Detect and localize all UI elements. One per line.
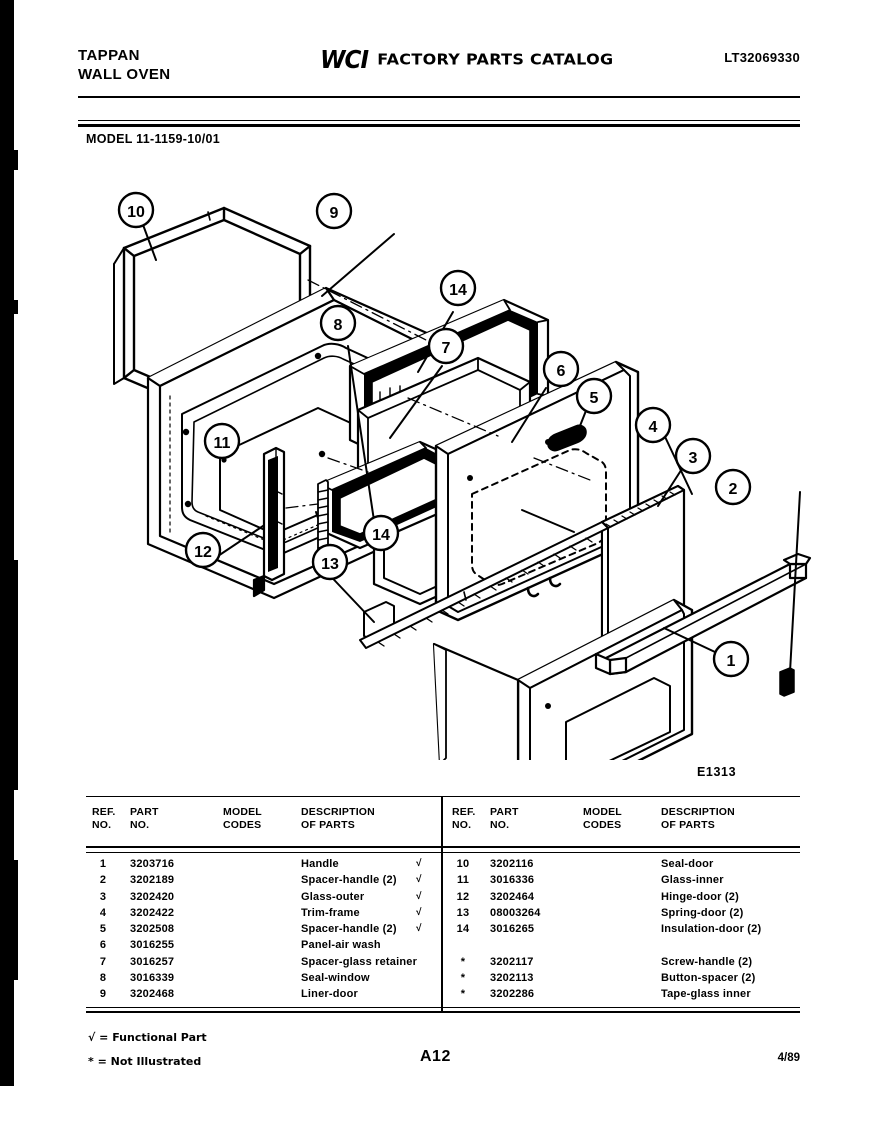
functional-part-check: √ (416, 890, 422, 902)
cell-ref: 14 (456, 923, 470, 936)
svg-text:1: 1 (726, 653, 736, 670)
cell-desc: Button-spacer (2) (661, 972, 756, 985)
cell-part: 3016255 (130, 939, 175, 952)
callout-14-upper (441, 271, 475, 305)
callout-6 (544, 352, 578, 386)
svg-text:11: 11 (213, 435, 231, 452)
catalog-number: LT32069330 (724, 50, 800, 65)
svg-text:5: 5 (589, 390, 599, 407)
table-row (446, 907, 801, 923)
callout-11 (205, 424, 239, 458)
table-legend (88, 1026, 207, 1074)
callout-7 (429, 329, 463, 363)
cell-desc: Spacer-glass retainer (301, 955, 418, 968)
svg-text:6: 6 (556, 363, 566, 380)
table-row (86, 939, 441, 955)
cell-ref: 5 (99, 923, 107, 936)
table-rule-header-thin (86, 852, 800, 853)
svg-text:3: 3 (688, 450, 698, 467)
cell-part: 3202116 (490, 858, 534, 870)
cell-ref: 9 (99, 988, 107, 1001)
col-header-part-no-right: PART NO. (490, 806, 519, 831)
figure-code: E1313 (697, 765, 737, 779)
callout-3 (676, 439, 710, 473)
svg-text:12: 12 (194, 544, 212, 561)
table-row (446, 923, 801, 939)
part-2-button-spacer (780, 668, 794, 696)
brand-block (78, 46, 171, 84)
scan-artifact (14, 300, 18, 314)
legend-not-illustrated: * = Not Illustrated (88, 1055, 202, 1068)
cell-desc: Screw-handle (2) (661, 955, 753, 968)
functional-part-check: √ (416, 906, 422, 918)
table-row (446, 891, 801, 907)
brand-name: TAPPAN (78, 47, 140, 64)
cell-desc: Glass-inner (661, 874, 724, 887)
table-row (446, 874, 801, 890)
cell-ref: 11 (456, 874, 470, 887)
revision-date: 4/89 (777, 1052, 800, 1064)
model-designation: MODEL 11-1159-10/01 (86, 132, 221, 146)
cell-part: 3202468 (130, 988, 175, 1001)
model-rule-thick (78, 124, 800, 127)
callout-2 (716, 470, 750, 504)
cell-part: 3016257 (130, 955, 175, 968)
cell-part: 3016339 (130, 972, 175, 985)
cell-desc: Seal-door (661, 858, 714, 870)
table-center-divider (441, 796, 443, 1012)
table-row (86, 956, 441, 972)
cell-desc: Trim-frame (301, 906, 360, 919)
table-row (446, 858, 801, 874)
table-row (446, 956, 801, 972)
callout-14-lower (364, 516, 398, 550)
cell-ref: 12 (456, 890, 470, 903)
cell-part: 3202464 (490, 890, 535, 903)
table-rule-top (86, 796, 800, 797)
part-3-glass-outer-backing (434, 644, 518, 760)
svg-text:10: 10 (127, 204, 145, 221)
svg-text:7: 7 (441, 340, 451, 357)
cell-ref: 4 (99, 906, 107, 919)
cell-desc: Tape-glass inner (661, 988, 751, 1001)
callout-13 (313, 545, 347, 579)
cell-part: 3202422 (130, 906, 175, 919)
cell-part: 3203716 (130, 858, 175, 870)
col-header-description-right: DESCRIPTION OF PARTS (661, 806, 735, 831)
table-row (446, 988, 801, 1004)
cell-desc: Seal-window (301, 972, 370, 985)
wci-logo: WCI (320, 45, 369, 74)
page-number: A12 (420, 1048, 451, 1065)
cell-part: 3202189 (130, 874, 175, 887)
svg-text:8: 8 (333, 317, 343, 334)
col-header-model-codes-right: MODEL CODES (583, 806, 622, 831)
cell-part: 3202508 (130, 923, 175, 936)
callout-4 (636, 408, 670, 442)
functional-part-check: √ (416, 858, 422, 869)
exploded-parts-diagram (78, 160, 818, 760)
cell-desc: Spacer-handle (2) (301, 874, 397, 887)
scan-artifact (14, 150, 18, 170)
table-body-right (446, 858, 801, 1008)
cell-desc: Hinge-door (2) (661, 890, 739, 903)
cell-part: 3016265 (490, 923, 535, 936)
table-row (86, 923, 441, 939)
cell-part: 3202113 (490, 972, 534, 985)
cell-ref: 8 (99, 972, 107, 985)
table-row (86, 907, 441, 923)
svg-text:14: 14 (372, 527, 390, 544)
catalog-title: FACTORY PARTS CATALOG (377, 50, 614, 69)
cell-ref: * (460, 988, 466, 1001)
table-row (86, 988, 441, 1004)
cell-ref: 1 (99, 858, 107, 870)
cell-part: 3016336 (490, 874, 535, 887)
callout-9 (317, 194, 351, 228)
table-row (446, 939, 801, 955)
col-header-model-codes-left: MODEL CODES (223, 806, 262, 831)
svg-text:4: 4 (648, 419, 658, 436)
col-header-ref-no-right: REF. NO. (452, 806, 476, 831)
col-header-part-no-left: PART NO. (130, 806, 159, 831)
parts-table (86, 796, 800, 1012)
callout-8 (321, 306, 355, 340)
cell-desc: Panel-air wash (301, 939, 381, 952)
cell-part: 3202286 (490, 988, 535, 1001)
table-body-left (86, 858, 441, 1008)
scan-edge-artifact (0, 0, 14, 1086)
cell-ref: 10 (456, 858, 470, 870)
table-row (446, 972, 801, 988)
header-rule (78, 96, 800, 98)
cell-ref: 2 (99, 874, 107, 887)
scan-artifact (14, 860, 18, 980)
cell-part: 08003264 (490, 906, 541, 919)
table-rule-bottom-thick (86, 1011, 800, 1013)
svg-text:2: 2 (728, 481, 738, 498)
cell-ref: 13 (456, 906, 470, 919)
cell-part: 3202117 (490, 955, 534, 968)
cell-desc: Insulation-door (2) (661, 923, 762, 936)
table-row (86, 891, 441, 907)
product-category: WALL OVEN (78, 66, 171, 83)
svg-text:13: 13 (321, 556, 339, 573)
cell-ref: 7 (99, 955, 107, 968)
functional-part-check: √ (416, 874, 422, 886)
cell-desc: Spacer-handle (2) (301, 923, 397, 936)
table-row (86, 858, 441, 874)
legend-functional-part: √ = Functional Part (88, 1031, 207, 1044)
page-header (78, 40, 800, 92)
callout-5 (577, 379, 611, 413)
cell-ref: 6 (99, 939, 107, 952)
functional-part-check: √ (416, 923, 422, 935)
table-row (86, 972, 441, 988)
part-3-glass-outer (498, 600, 692, 760)
col-header-description-left: DESCRIPTION OF PARTS (301, 806, 375, 831)
table-row (86, 874, 441, 890)
cell-desc: Spring-door (2) (661, 906, 744, 919)
scan-artifact (14, 560, 18, 790)
callout-1 (714, 642, 748, 676)
model-rule-thin (78, 120, 800, 121)
svg-text:14: 14 (449, 282, 467, 299)
callout-10 (119, 193, 153, 227)
cell-part: 3202420 (130, 890, 175, 903)
cell-ref: * (460, 955, 466, 968)
cell-desc: Handle (301, 858, 339, 870)
table-rule-header-thick (86, 846, 800, 848)
cell-desc: Liner-door (301, 988, 358, 1001)
callout-12 (186, 533, 220, 567)
cell-ref: * (460, 972, 466, 985)
col-header-ref-no-left: REF. NO. (92, 806, 116, 831)
catalog-title-block (318, 47, 613, 72)
cell-desc: Glass-outer (301, 890, 365, 903)
svg-text:9: 9 (329, 205, 339, 222)
cell-ref: 3 (99, 890, 107, 903)
